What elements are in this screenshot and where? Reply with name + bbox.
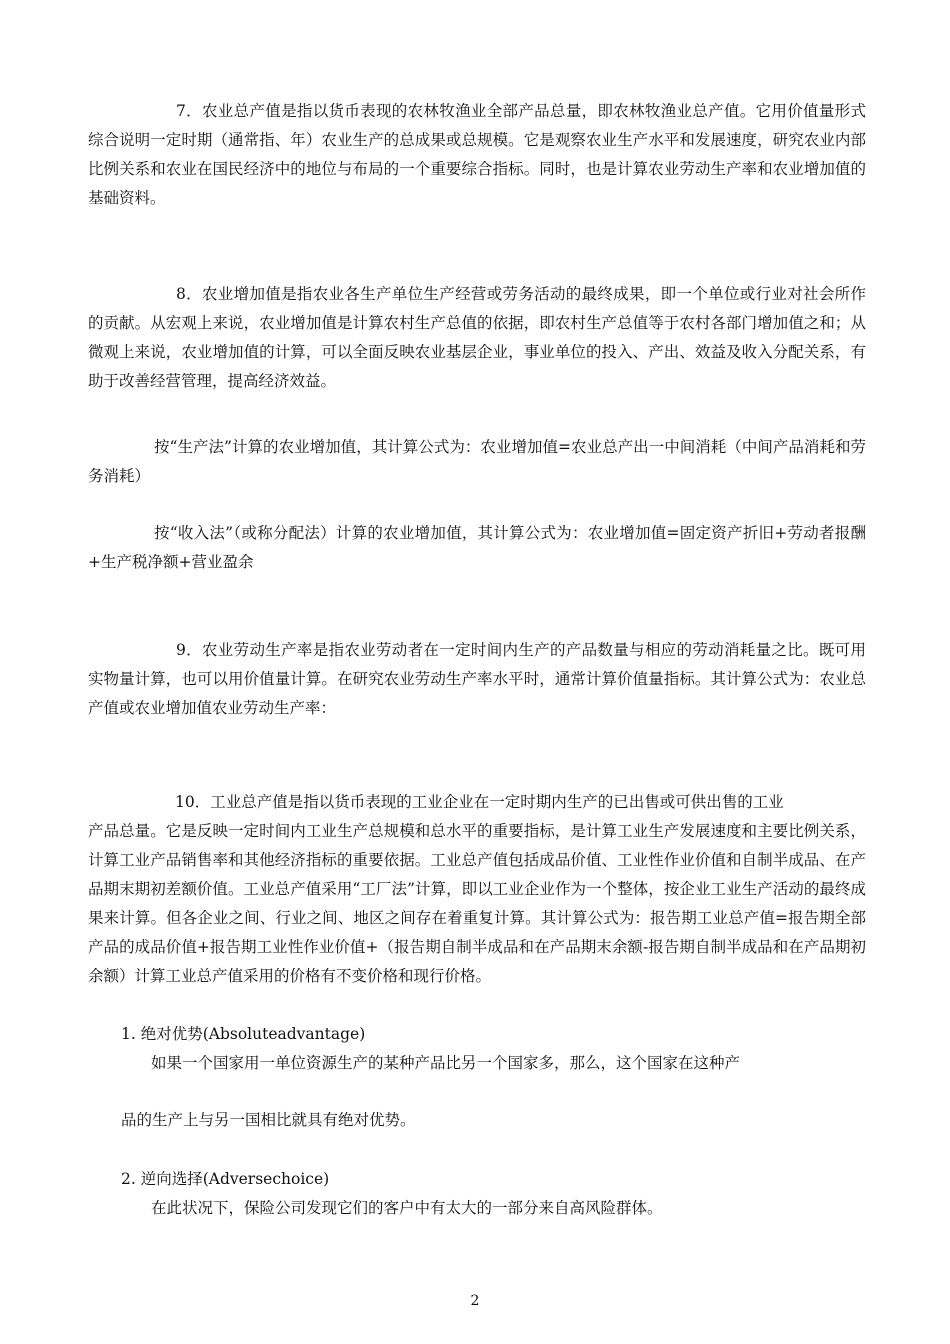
term-1-definition-line-2: 品的生产上与另一国相比就具有绝对优势。: [121, 1111, 416, 1129]
paragraph-10-body: 产品总量。它是反映一定时间内工业生产总规模和总水平的重要指标，是计算工业生产发展速度和主要比例关系，计算工业产品销售率和其他经济指标的重要依据。工业总产值包括成品价值、工业性作业价值和自制半成品、在产品期末期初差额价值。工业总产值采用“工厂法”计算，即以工业企业作为一个整体，按企业工业生产活动的最终成果来计算。但各企业之间、行业之间、地区之间存在着重复计算。其计算公式为：报告期工业总产值=报告期全部产品的成品价值+报告期工业性作业价值+（报告期自制半成品和在产品期末余额-报告期自制半成品和在产品期初余额）计算工业总产值采用的价格有不变价格和现行价格。: [88, 822, 866, 985]
paragraph-9: 9．农业劳动生产率是指农业劳动者在一定时间内生产的产品数量与相应的劳动消耗量之比。既可用实物量计算，也可以用价值量计算。在研究农业劳动生产率水平时，通常计算价值量指标。其计算公式为：农业总产值或农业增加值农业劳动生产率：: [88, 641, 866, 717]
page-number: 2: [470, 1293, 480, 1309]
term-1-title: 1. 绝对优势(Absoluteadvantage): [121, 1025, 366, 1043]
paragraph-7: 7．农业总产值是指以货币表现的农林牧渔业全部产品总量，即农林牧渔业总产值。它用价值量形式综合说明一定时期（通常指、年）农业生产的总成果或总规模。它是观察农业生产水平和发展速度，研究农业内部比例关系和农业在国民经济中的地位与布局的一个重要综合指标。同时，也是计算农业劳动生产率和农业增加值的基础资料。: [88, 102, 866, 207]
paragraph-8-production-method: 按“生产法”计算的农业增加值，其计算公式为：农业增加值=农业总产出一中间消耗（中间产品消耗和劳务消耗）: [88, 438, 866, 485]
paragraph-8: 8．农业增加值是指农业各生产单位生产经营或劳务活动的最终成果，即一个单位或行业对社会所作的贡献。从宏观上来说，农业增加值是计算农村生产总值的依据，即农村生产总值等于农村各部门增加值之和；从微观上来说，农业增加值的计算，可以全面反映农业基层企业，事业单位的投入、产出、效益及收入分配关系，有助于改善经营管理，提高经济效益。: [88, 285, 866, 390]
term-2-title: 2. 逆向选择(Adversechoice): [121, 1170, 330, 1188]
paragraph-8-income-method: 按“收入法”（或称分配法）计算的农业增加值，其计算公式为：农业增加值=固定资产折旧+劳动者报酬+生产税净额+营业盈余: [88, 524, 866, 571]
paragraph-10-first-line: 10．工业总产值是指以货币表现的工业企业在一定时期内生产的已出售或可供出售的工业: [175, 793, 784, 811]
term-1-definition-line-1: 如果一个国家用一单位资源生产的某种产品比另一个国家多，那么，这个国家在这种产: [151, 1054, 741, 1072]
term-2-definition: 在此状况下，保险公司发现它们的客户中有太大的一部分来自高风险群体。: [151, 1199, 663, 1217]
